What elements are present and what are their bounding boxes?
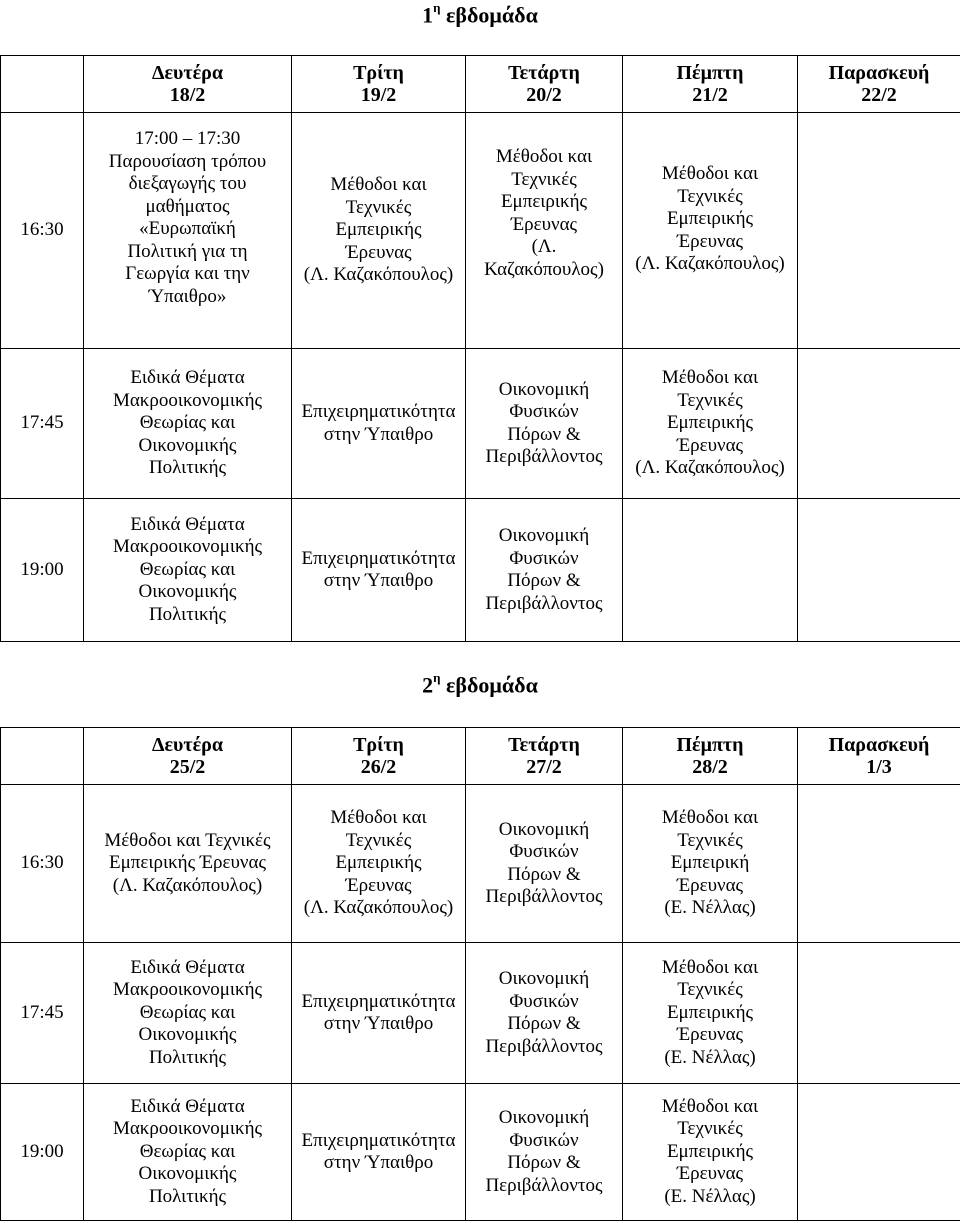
week1-title — [0, 2, 960, 28]
course-cell: Οικονομική Φυσικών Πόρων & Περιβάλλοντος — [466, 349, 623, 499]
week2-title-number: 2 — [422, 672, 434, 698]
course-cell: Μέθοδοι και Τεχνικές Εμπειρικής Έρευνας (Λ. Καζακόπουλος) — [466, 113, 623, 349]
week2-title-word: εβδομάδα — [446, 672, 538, 698]
week2-title-superscript: η — [433, 670, 441, 685]
course-cell: Μέθοδοι και Τεχνικές Εμπειρικής Έρευνας (Λ. Καζακόπουλος) — [84, 785, 292, 943]
day-header: Τρίτη 26/2 — [292, 728, 466, 785]
time-slot: 16:30 — [1, 113, 84, 349]
course-cell — [798, 1084, 960, 1221]
course-cell — [798, 113, 960, 349]
week2-schedule-table — [0, 727, 960, 1221]
corner-cell — [1, 56, 84, 113]
course-cell: Ειδικά Θέματα Μακροοικονομικής Θεωρίας και Οικονομικής Πολιτικής — [84, 943, 292, 1084]
week2-header-row — [1, 728, 960, 785]
day-header: Παρασκευή 22/2 — [798, 56, 960, 113]
course-cell: Μέθοδοι και Τεχνικές Εμπειρικής Έρευνας (Λ. Καζακόπουλος) — [623, 113, 798, 349]
course-cell — [798, 349, 960, 499]
course-cell: Οικονομική Φυσικών Πόρων & Περιβάλλοντος — [466, 785, 623, 943]
table-row — [1, 1084, 960, 1221]
table-row — [1, 113, 960, 349]
week1-schedule-table — [0, 55, 960, 642]
table-row — [1, 349, 960, 499]
course-cell: Μέθοδοι και Τεχνικές Εμπειρικής Έρευνας (Λ. Καζακόπουλος) — [292, 113, 466, 349]
week1-title-number: 1 — [422, 2, 434, 28]
week1-title-word: εβδομάδα — [446, 2, 538, 28]
time-slot: 19:00 — [1, 1084, 84, 1221]
course-cell: Μέθοδοι και Τεχνικές Εμπειρικής Έρευνας (Λ. Καζακόπουλος) — [292, 785, 466, 943]
corner-cell — [1, 728, 84, 785]
course-cell: Επιχειρηματικότητα στην Ύπαιθρο — [292, 943, 466, 1084]
day-header: Δευτέρα 18/2 — [84, 56, 292, 113]
time-slot: 17:45 — [1, 349, 84, 499]
course-cell: Μέθοδοι και Τεχνικές Εμπειρικής Έρευνας (Ε. Νέλλας) — [623, 943, 798, 1084]
day-header: Τετάρτη 27/2 — [466, 728, 623, 785]
course-cell — [798, 785, 960, 943]
day-header: Τετάρτη 20/2 — [466, 56, 623, 113]
course-cell — [798, 499, 960, 642]
course-cell: Οικονομική Φυσικών Πόρων & Περιβάλλοντος — [466, 943, 623, 1084]
table-row — [1, 499, 960, 642]
day-header: Τρίτη 19/2 — [292, 56, 466, 113]
week1-header-row — [1, 56, 960, 113]
course-cell: Μέθοδοι και Τεχνικές Εμπειρικής Έρευνας (Ε. Νέλλας) — [623, 1084, 798, 1221]
course-cell — [623, 499, 798, 642]
course-cell: Οικονομική Φυσικών Πόρων & Περιβάλλοντος — [466, 499, 623, 642]
course-cell: Ειδικά Θέματα Μακροοικονομικής Θεωρίας και Οικονομικής Πολιτικής — [84, 1084, 292, 1221]
course-cell: Επιχειρηματικότητα στην Ύπαιθρο — [292, 499, 466, 642]
course-cell: Μέθοδοι και Τεχνικές Εμπειρικής Έρευνας (Λ. Καζακόπουλος) — [623, 349, 798, 499]
day-header: Παρασκευή 1/3 — [798, 728, 960, 785]
table-row — [1, 943, 960, 1084]
time-slot: 17:45 — [1, 943, 84, 1084]
course-cell: Μέθοδοι και Τεχνικές Εμπειρική Έρευνας (Ε. Νέλλας) — [623, 785, 798, 943]
course-cell: Ειδικά Θέματα Μακροοικονομικής Θεωρίας και Οικονομικής Πολιτικής — [84, 349, 292, 499]
course-cell: Οικονομική Φυσικών Πόρων & Περιβάλλοντος — [466, 1084, 623, 1221]
table-row — [1, 785, 960, 943]
day-header: Πέμπτη 21/2 — [623, 56, 798, 113]
week2-title — [0, 672, 960, 698]
course-cell: Ειδικά Θέματα Μακροοικονομικής Θεωρίας και Οικονομικής Πολιτικής — [84, 499, 292, 642]
course-cell: 17:00 – 17:30 Παρουσίαση τρόπου διεξαγωγής του μαθήματος «Ευρωπαϊκή Πολιτική για τη Γεωργία και την Ύπαιθρο» — [84, 113, 292, 349]
course-cell: Επιχειρηματικότητα στην Ύπαιθρο — [292, 1084, 466, 1221]
course-cell: Επιχειρηματικότητα στην Ύπαιθρο — [292, 349, 466, 499]
time-slot: 16:30 — [1, 785, 84, 943]
week1-title-superscript: η — [433, 0, 441, 15]
time-slot: 19:00 — [1, 499, 84, 642]
day-header: Πέμπτη 28/2 — [623, 728, 798, 785]
day-header: Δευτέρα 25/2 — [84, 728, 292, 785]
course-cell — [798, 943, 960, 1084]
